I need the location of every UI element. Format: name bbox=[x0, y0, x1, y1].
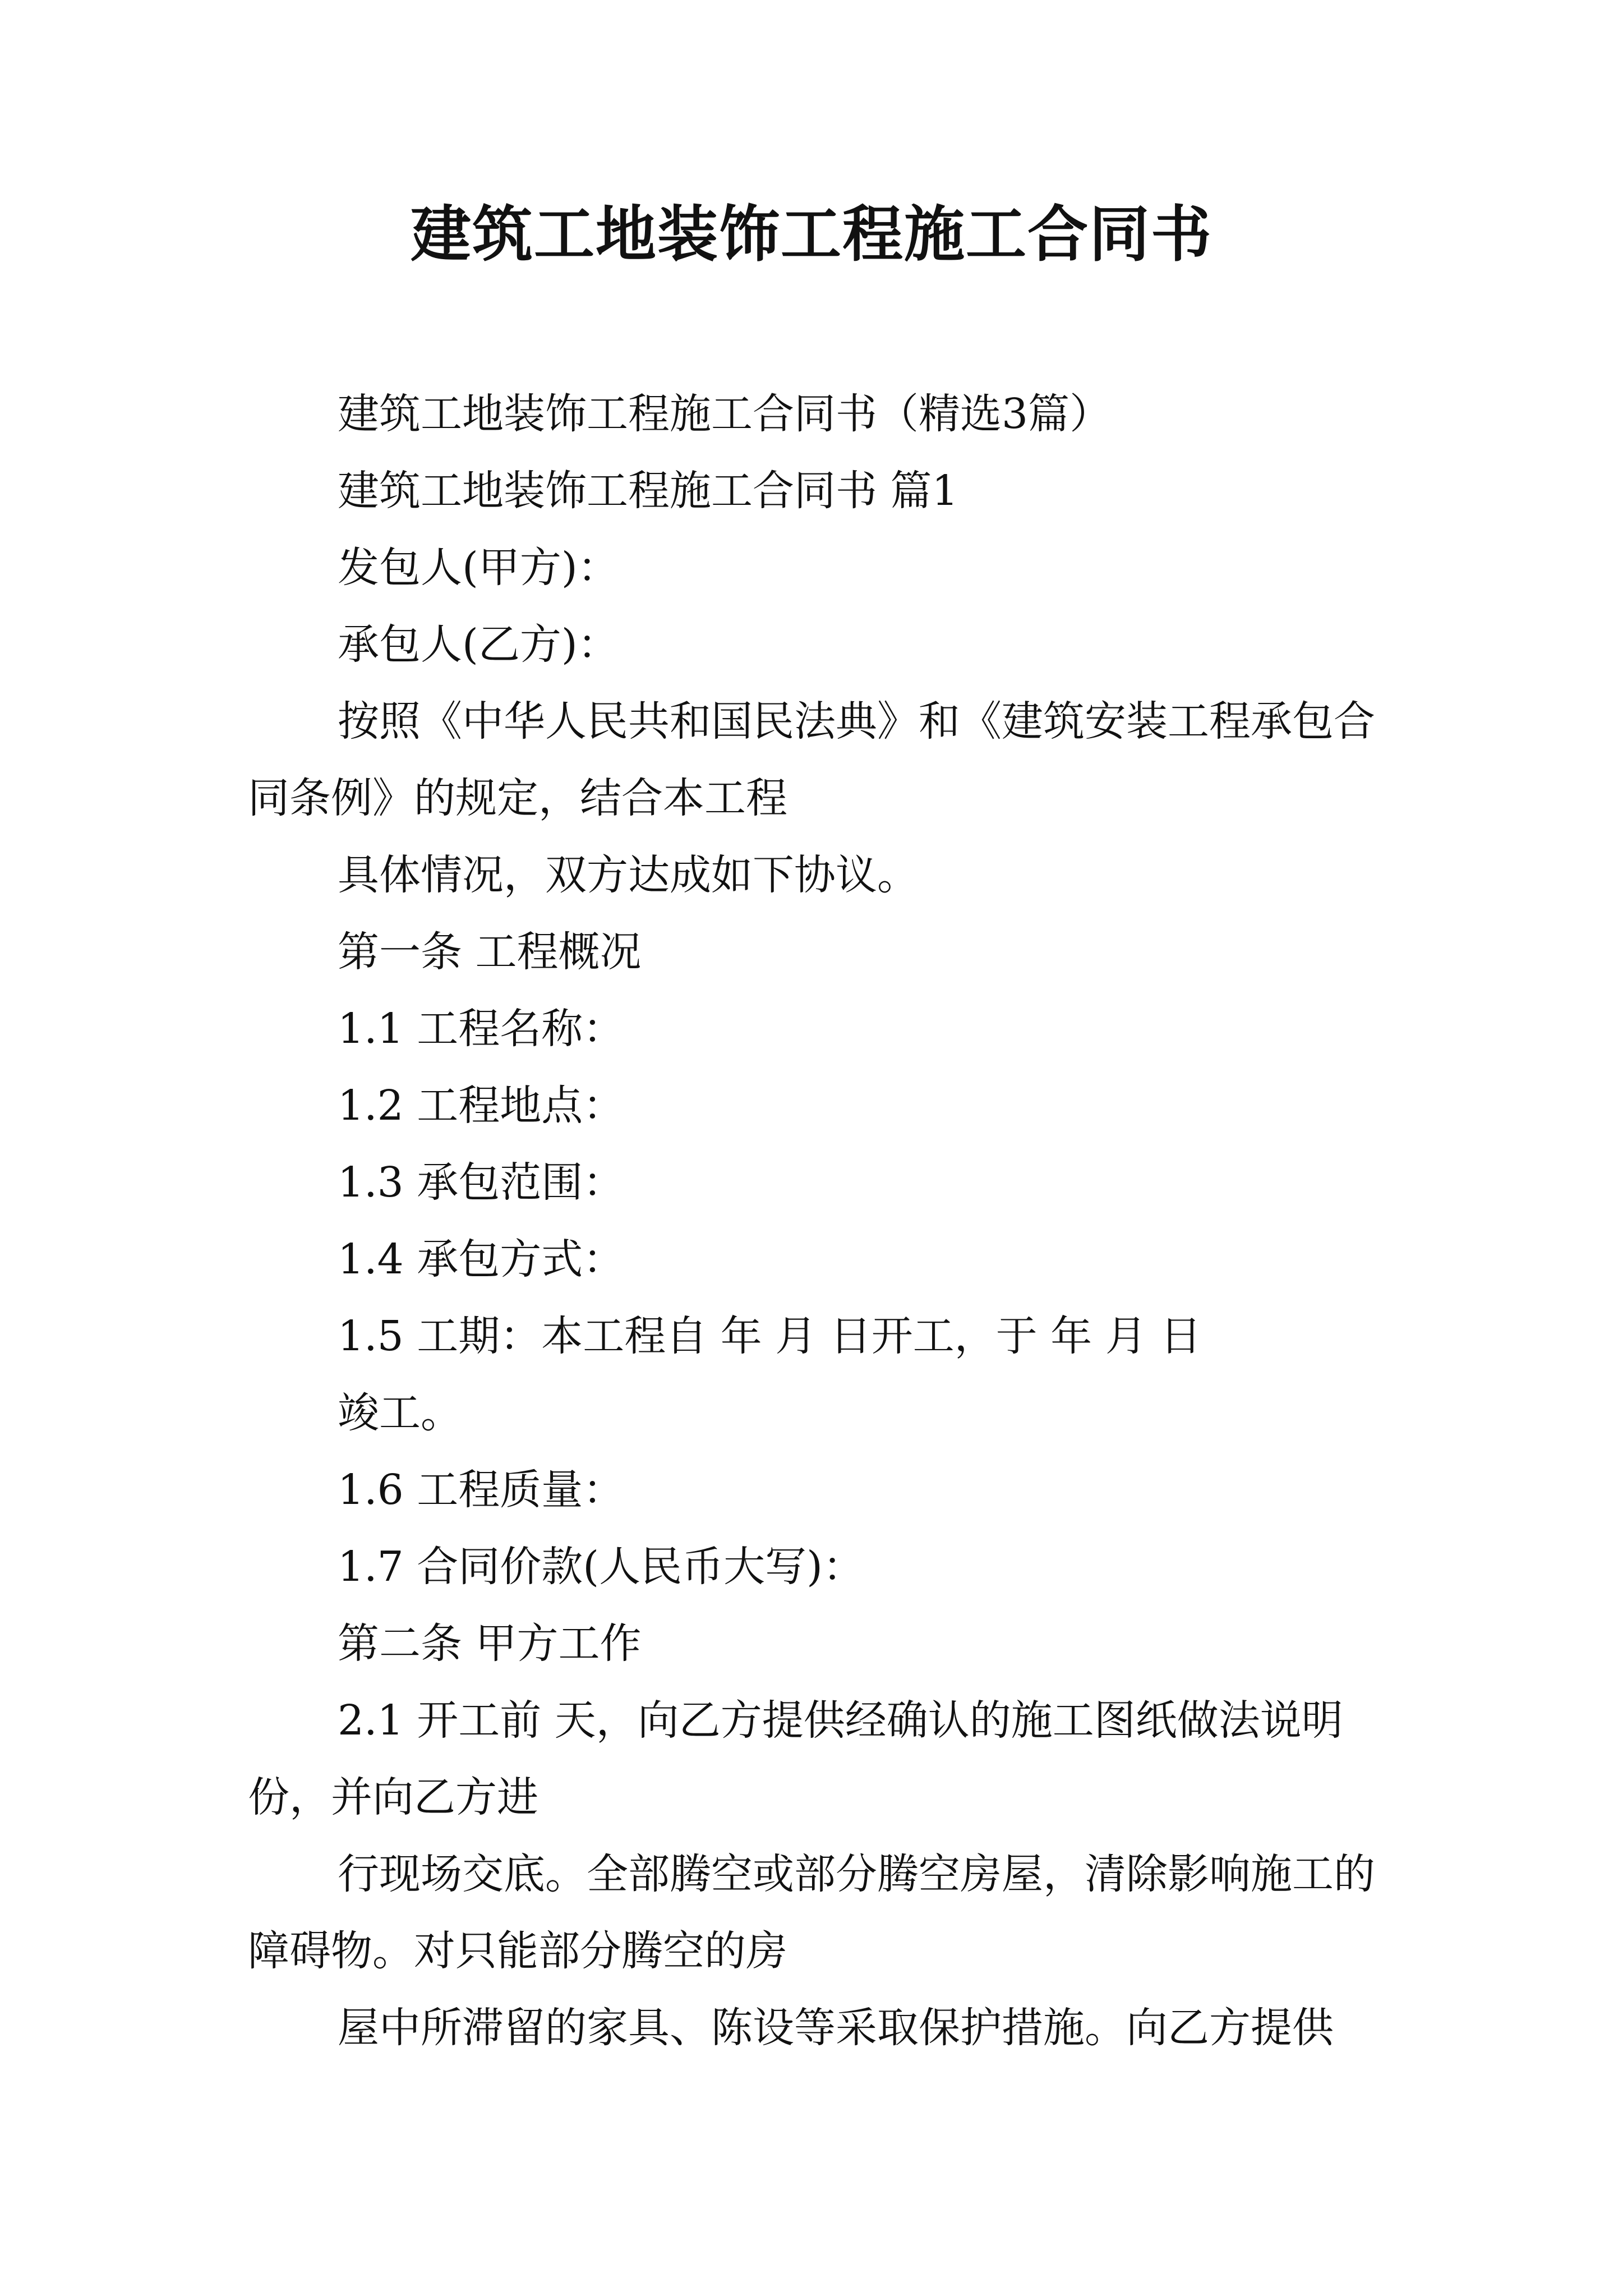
paragraph-1-4: 1.4 承包方式： bbox=[338, 1235, 625, 1283]
paragraph-2-1-final: 屋中所滞留的家具、陈设等采取保护措施。向乙方提供 bbox=[338, 2004, 1334, 2052]
paragraph-2-1-continued: 行现场交底。全部腾空或部分腾空房屋，清除影响施工的障碍物。对只能部分腾空的房 bbox=[248, 1850, 1375, 1975]
paragraph-1-1: 1.1 工程名称： bbox=[338, 1005, 625, 1053]
paragraph-1-2: 1.2 工程地点： bbox=[338, 1082, 625, 1130]
paragraph-party-a: 发包人(甲方)： bbox=[338, 544, 619, 592]
document-title: 建筑工地装饰工程施工合同书 bbox=[410, 199, 1212, 270]
paragraph-collection-title: 建筑工地装饰工程施工合同书（精选3篇） bbox=[338, 390, 1112, 438]
paragraph-1-3: 1.3 承包范围： bbox=[338, 1158, 625, 1207]
paragraph-2-1: 2.1 开工前 天，向乙方提供经确认的施工图纸做法说明 份，并向乙方进 bbox=[248, 1696, 1343, 1821]
paragraph-article-2-heading: 第二条 甲方工作 bbox=[338, 1619, 642, 1668]
paragraph-party-b: 承包人(乙方)： bbox=[338, 620, 619, 669]
paragraph-1-6: 1.6 工程质量： bbox=[338, 1466, 625, 1514]
paragraph-agreement: 具体情况，双方达成如下协议。 bbox=[338, 851, 919, 899]
paragraph-1-5: 1.5 工期：本工程自 年 月 日开工，于 年 月 日 bbox=[338, 1312, 1202, 1360]
document-body bbox=[248, 376, 1386, 2067]
paragraph-legal-basis: 按照《中华人民共和国民法典》和《建筑安装工程承包合同条例》的规定，结合本工程 bbox=[248, 697, 1375, 822]
paragraph-article-1-heading: 第一条 工程概况 bbox=[338, 928, 642, 976]
paragraph-1-5-continued: 竣工。 bbox=[338, 1389, 462, 1437]
paragraph-part-heading: 建筑工地装饰工程施工合同书 篇1 bbox=[338, 467, 958, 515]
paragraph-1-7: 1.7 合同价款(人民币大写)： bbox=[338, 1543, 864, 1591]
